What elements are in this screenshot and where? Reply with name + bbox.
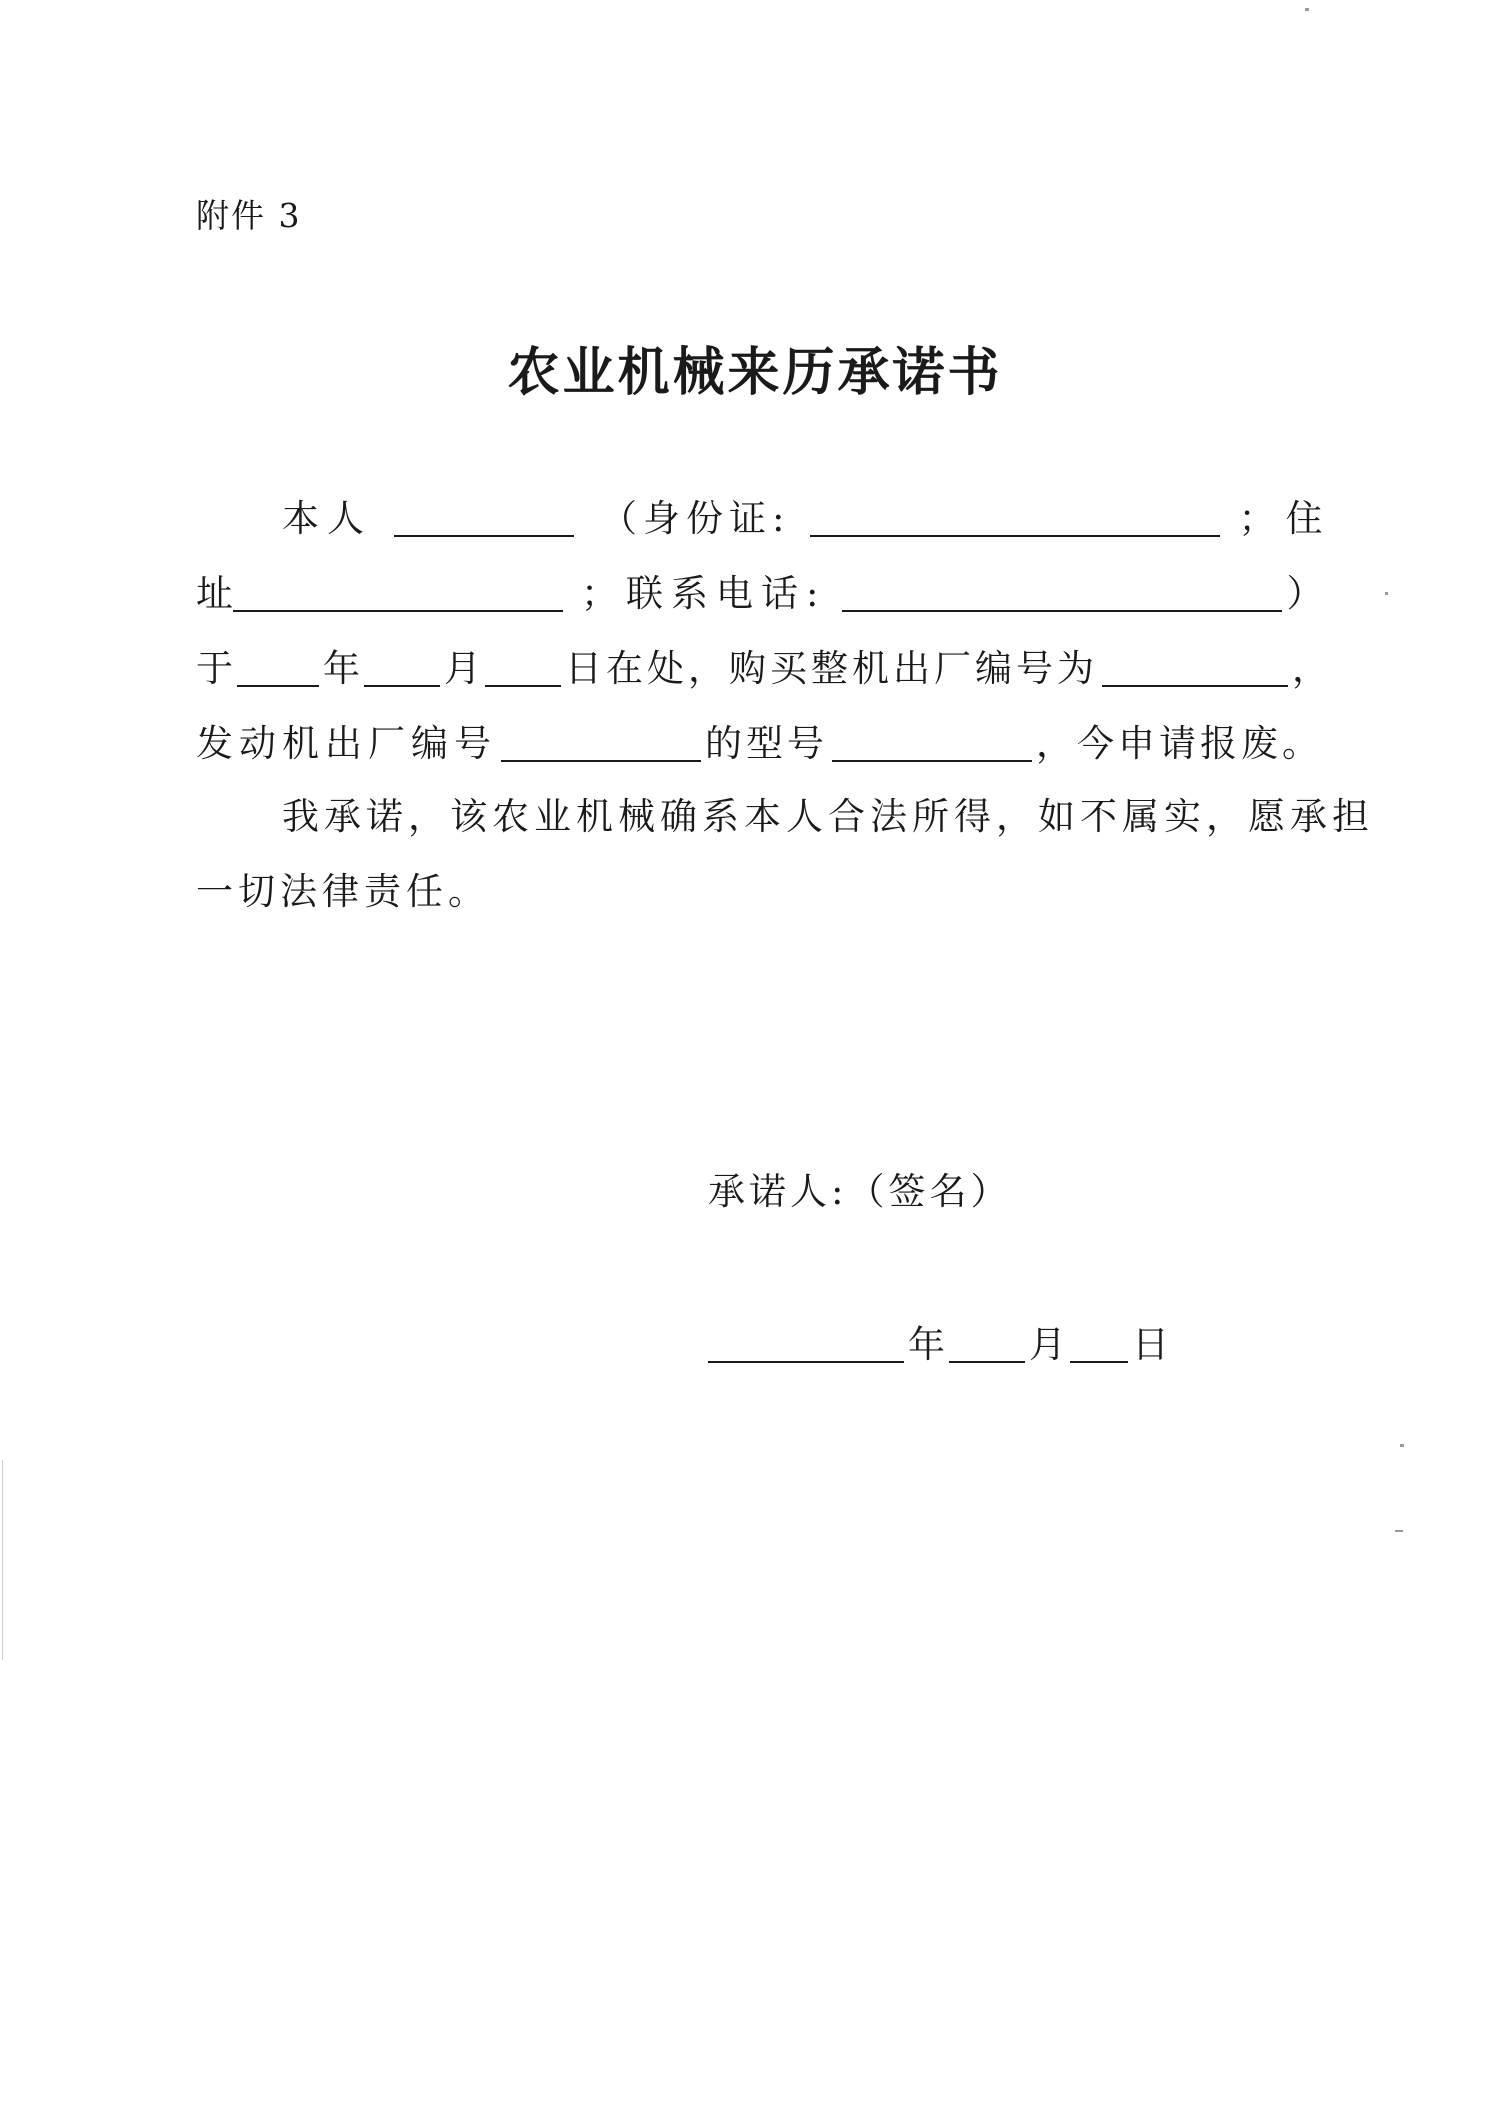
scan-edge <box>2 1460 3 1660</box>
label-scrap-request: ，今申请报废。 <box>1036 722 1323 765</box>
signature-date <box>708 1323 1169 1366</box>
signature-month-label: 月 <box>1029 1323 1066 1366</box>
month-blank[interactable] <box>364 647 440 687</box>
signature-month-blank[interactable] <box>949 1323 1025 1363</box>
address-blank[interactable] <box>233 572 563 612</box>
line-address-phone <box>196 572 1324 615</box>
scan-speck <box>1305 8 1309 11</box>
signature-year-label: 年 <box>908 1323 945 1366</box>
year-blank[interactable] <box>237 647 319 687</box>
pledge-line-2: 一切法律责任。 <box>196 870 490 913</box>
label-phone: ；联系电话: <box>581 572 827 615</box>
line-engine <box>196 722 1323 765</box>
day-blank[interactable] <box>485 647 561 687</box>
close-paren: ） <box>1286 572 1324 615</box>
signature-year-blank[interactable] <box>708 1323 904 1363</box>
scan-speck <box>1400 1444 1404 1447</box>
model-blank[interactable] <box>832 722 1032 762</box>
engine-serial-blank[interactable] <box>501 722 701 762</box>
label-month: 月 <box>444 647 481 690</box>
label-address-end: 址 <box>196 572 233 615</box>
comma: ， <box>1292 647 1329 690</box>
pledge-line-1: 我承诺，该农业机械确系本人合法所得，如不属实，愿承担 <box>282 795 1374 838</box>
label-id-card: （身份证: <box>600 497 791 540</box>
label-on: 于 <box>196 647 233 690</box>
label-day-place: 日在处，购买整机出厂编号为 <box>565 647 1098 690</box>
label-model: 的型号 <box>705 722 828 765</box>
line-name-id <box>282 497 1333 540</box>
signature-day-blank[interactable] <box>1070 1323 1128 1363</box>
id-card-blank[interactable] <box>810 497 1220 537</box>
document-title: 农业机械来历承诺书 <box>507 342 1003 403</box>
label-self: 本人 <box>282 497 372 540</box>
scan-speck <box>1395 1530 1403 1532</box>
scan-speck <box>1385 592 1388 595</box>
label-engine-serial: 发动机出厂编号 <box>196 722 497 765</box>
name-blank[interactable] <box>394 497 574 537</box>
phone-blank[interactable] <box>842 572 1282 612</box>
signature-label: 承诺人:（签名） <box>708 1170 1012 1213</box>
machine-serial-blank[interactable] <box>1102 647 1288 687</box>
attachment-label: 附件 3 <box>196 196 302 235</box>
label-address-start: ；住 <box>1238 497 1333 540</box>
label-year: 年 <box>323 647 360 690</box>
signature-day-label: 日 <box>1132 1323 1169 1366</box>
line-purchase <box>196 647 1329 690</box>
